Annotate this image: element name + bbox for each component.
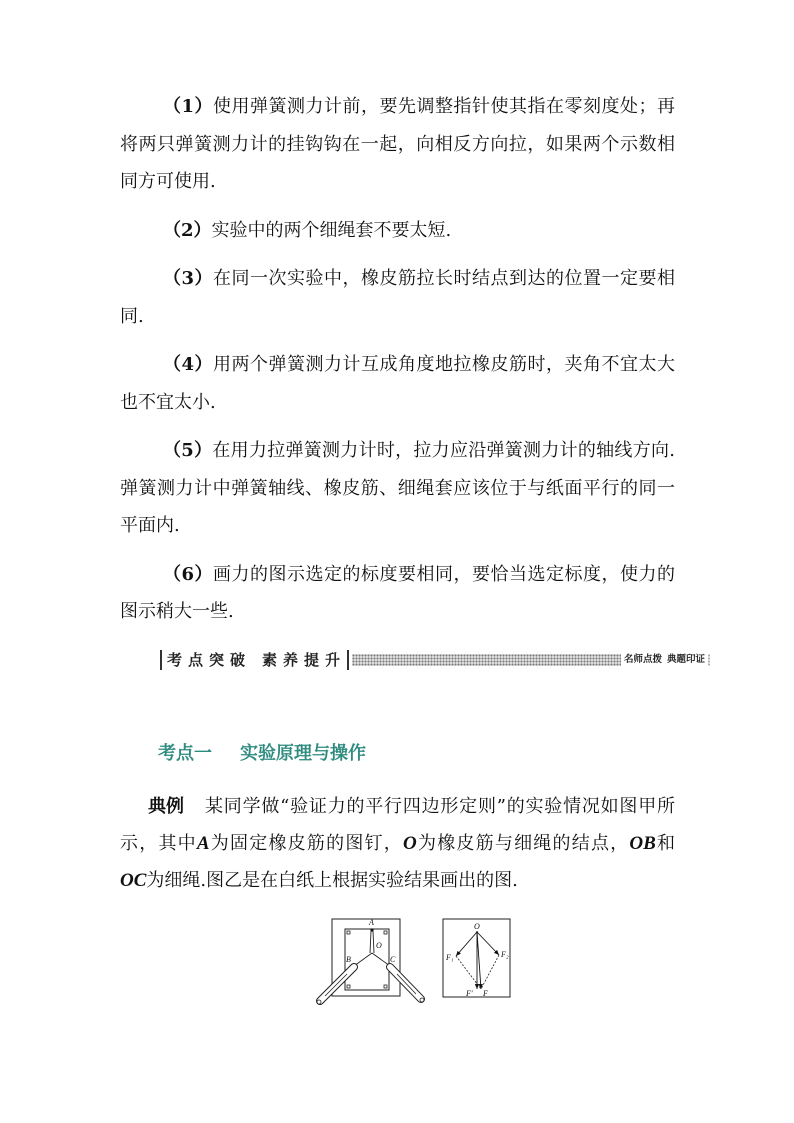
symbol-A: A <box>196 832 210 854</box>
label-A: A <box>369 918 374 927</box>
note-5-line-3: 平面内. <box>120 515 180 536</box>
section-title-kaodian: 考点突破 <box>167 651 252 669</box>
note-1-line-3: 同方可使用. <box>120 171 216 192</box>
label-F1: F₁ <box>446 953 454 962</box>
example-label: 典例 <box>148 795 184 817</box>
example-line-2-seg-5: 为橡皮筋与细绳的结点， <box>416 832 630 854</box>
example-line-2 <box>120 825 675 862</box>
note-4 <box>120 346 675 421</box>
topic-number: 考点一 <box>158 743 212 764</box>
note-6-number: （6） <box>163 563 214 585</box>
section-bar-right-rule <box>347 650 349 670</box>
label-F: F <box>483 989 488 998</box>
symbol-OC: OC <box>120 869 147 891</box>
example-line-3 <box>120 862 675 899</box>
section-bar <box>160 650 710 670</box>
label-B: B <box>346 955 351 964</box>
note-5-line-1 <box>120 432 675 470</box>
note-1-line-1 <box>120 88 675 126</box>
topic-title: 实验原理与操作 <box>240 743 366 764</box>
tagline-dianti: 典题印证 <box>666 654 705 665</box>
note-4-text-1: 用两个弹簧测力计互成角度地拉橡皮筋时，夹角不宜太大 <box>213 354 676 375</box>
note-3-number: （3） <box>163 268 214 289</box>
note-5-line-2: 弹簧测力计中弹簧轴线、橡皮筋、细绳套应该位于与纸面平行的同一 <box>120 477 675 499</box>
experiment-notes <box>120 88 675 642</box>
note-3-line-1 <box>120 260 675 298</box>
figures <box>300 905 530 1010</box>
section-title-suyang: 素养提升 <box>262 651 347 669</box>
note-6-line-2: 图示稍大一些. <box>120 601 234 622</box>
note-1-line-2: 将两只弹簧测力计的挂钩钩在一起，向相反方向拉，如果两个示数相 <box>120 133 675 155</box>
example-paragraph <box>120 788 675 899</box>
note-5-number: （5） <box>163 440 213 461</box>
note-5 <box>120 432 675 545</box>
figure-yi <box>443 919 510 998</box>
note-5-text-1: 在用力拉弹簧测力计时，拉力应沿弹簧测力计的轴线方向. <box>212 440 675 461</box>
example-line-3-seg-2: 为细绳.图乙是在白纸上根据实验结果画出的图. <box>146 869 518 891</box>
tagline-mingshi: 名师点拨 <box>623 654 662 665</box>
note-6 <box>120 556 675 631</box>
label-F2: F₂ <box>501 950 509 959</box>
example-line-2-seg-7: 和 <box>655 832 676 854</box>
note-3-text-1: 在同一次实验中，橡皮筋拉长时结点到达的位置一定要相 <box>213 268 676 289</box>
point-O <box>476 931 478 933</box>
note-6-line-1 <box>120 556 675 594</box>
note-3-line-2: 同. <box>120 305 144 327</box>
example-line-1-text: 某同学做“验证力的平行四边形定则”的实验情况如图甲所 <box>205 795 675 817</box>
section-bar-tagline <box>621 653 708 667</box>
note-2-line-1 <box>120 212 675 250</box>
note-1-text-1: 使用弹簧测力计前，要先调整指针使其指在零刻度处；再 <box>213 96 676 117</box>
label-C: C <box>390 955 396 964</box>
note-2-text-1: 实验中的两个细绳套不要太短. <box>211 219 452 241</box>
note-4-number: （4） <box>163 354 214 375</box>
note-1 <box>120 88 675 201</box>
white-paper <box>345 929 389 990</box>
symbol-OB: OB <box>629 832 656 854</box>
note-4-line-2: 也不宜太小. <box>120 391 216 413</box>
note-2 <box>120 212 675 250</box>
symbol-O: O <box>403 832 417 854</box>
example-line-2-seg-3: 为固定橡皮筋的图钉， <box>209 832 404 854</box>
example-line-2-seg-1: 示，其中 <box>120 832 197 854</box>
figure-jia <box>317 918 424 1004</box>
note-3 <box>120 260 675 335</box>
note-6-text-1: 画力的图示选定的标度要相同，要恰当选定标度，使力的 <box>213 563 676 585</box>
section-bar-left-rule <box>160 650 162 670</box>
note-2-number: （2） <box>163 219 212 241</box>
label-O: O <box>376 941 382 950</box>
label-O-yi: O <box>474 922 480 931</box>
note-1-number: （1） <box>163 96 214 117</box>
note-4-line-1 <box>120 346 675 384</box>
example-line-1 <box>120 788 675 825</box>
topic-heading <box>158 741 366 767</box>
label-F-prime: F′ <box>466 989 473 998</box>
